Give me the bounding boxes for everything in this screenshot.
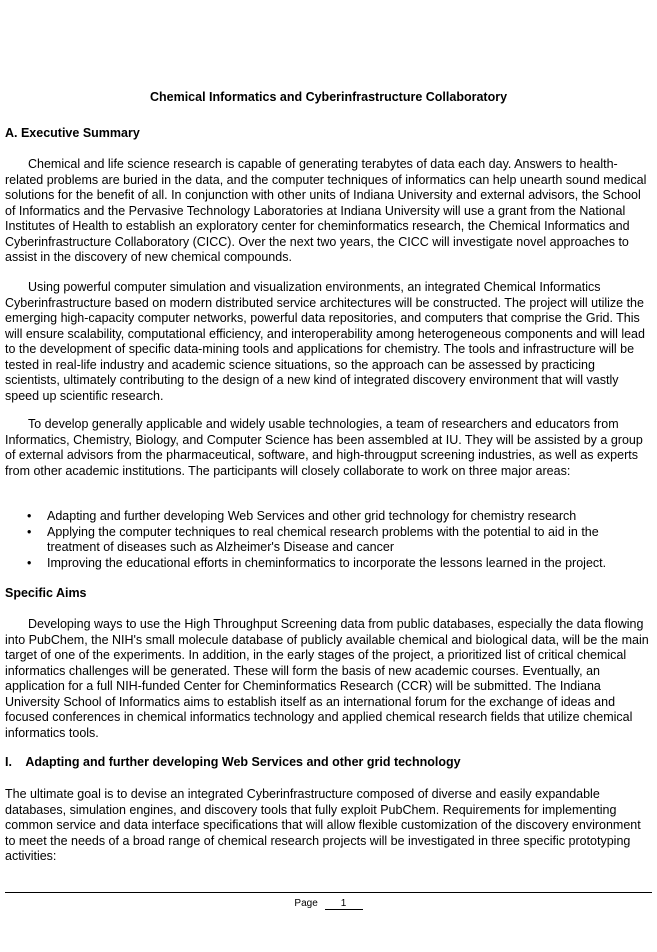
list-item-text: Improving the educational efforts in cheminformatics to incorporate the lessons learned in the project. bbox=[47, 555, 607, 570]
section-heading-web-services: I. Adapting and further developing Web Services and other grid technology bbox=[5, 755, 461, 769]
paragraph: Using powerful computer simulation and visualization environments, an integrated Chemical Informatics Cyberinfrastructure based on modern distributed service architectures will be constructed. The project will utilize the emerging high-capacity computer networks, powerful data repositories, and computers that comprise the Grid. This will ensure scalability, computational efficiency, and interoperability among heterogeneous components and will lead to the development of specific data-mining tools and applications for chemistry. The tools and infrastructure will be tested in real-life industry and academic science situations, so the approach can be assessed by practicing scientists, ultimately contributing to the design of a new kind of integrated discovery environment that will vastly speed up scientific research. bbox=[5, 280, 645, 403]
bullet-icon: • bbox=[27, 509, 32, 523]
paragraph: Chemical and life science research is capable of generating terabytes of data each day. Answers to health-related problems are buried in the data, and the computer techniques of informatics can help unearth sound medical solutions for the benefit of all. In conjunction with other units of Indiana University and external advisors, the School of Informatics and the Pervasive Technology Laboratories at Indiana University will use a grant from the National Institutes of Health to establish an exploratory center for cheminformatics research, the Chemical Informatics and Cyberinfrastructure Collaboratory (CICC). Over the next two years, the CICC will investigate novel approaches to assist in the discovery of new chemical compounds. bbox=[5, 157, 647, 264]
footer-divider bbox=[5, 892, 652, 893]
page-footer bbox=[0, 898, 657, 910]
page-number: 1 bbox=[325, 898, 363, 910]
list-item-text: Applying the computer techniques to real chemical research problems with the potential to aid in the treatment of diseases such as Alzheimer's Disease and cancer bbox=[47, 524, 599, 554]
bullet-icon: • bbox=[27, 555, 32, 570]
section-heading-executive-summary: A. Executive Summary bbox=[5, 126, 140, 140]
document-title: Chemical Informatics and Cyberinfrastructure Collaboratory bbox=[149, 90, 508, 104]
section-heading-specific-aims: Specific Aims bbox=[5, 586, 87, 600]
paragraph: The ultimate goal is to devise an integrated Cyberinfrastructure composed of diverse and easily expandable databases, simulation engines, and discovery tools that fully exploit PubChem. Requirements for implementing common service and data interface specifications that will allow flexible customization of the discovery environment to meet the needs of a broad range of chemical research projects will be investigated in three specific prototyping activities: bbox=[5, 787, 641, 863]
paragraph: Developing ways to use the High Throughput Screening data from public databases, especially the data flowing into PubChem, the NIH's small molecule database of publicly available chemical and biological data, will be the main target of one of the experiments. In addition, in the early stages of the project, a prioritized list of critical chemical informatics challenges will be generated. These will form the basis of new academic courses. Eventually, an application for a full NIH-funded Center for Cheminformatics Research (CCR) will be submitted. The Indiana University School of Informatics aims to establish itself as an international forum for the exchange of ideas and focused conferences in chemical informatics technology and applied chemical research fields that utilize chemical informatics tools. bbox=[5, 617, 649, 740]
page-label: Page bbox=[294, 898, 318, 909]
paragraph: To develop generally applicable and widely usable technologies, a team of researchers and educators from Informatics, Chemistry, Biology, and Computer Science has been assembled at IU. They will be assisted by a group of external advisors from the pharmaceutical, software, and high-througput screening industries, as well as experts from other academic institutions. The participants will closely collaborate to work on three major areas: bbox=[5, 417, 643, 478]
list-item bbox=[5, 509, 652, 525]
list-item bbox=[5, 525, 652, 556]
bullet-icon: • bbox=[27, 524, 32, 539]
list-item bbox=[5, 556, 652, 572]
bullet-list bbox=[5, 509, 652, 571]
list-item-text: Adapting and further developing Web Services and other grid technology for chemistry research bbox=[47, 509, 577, 523]
